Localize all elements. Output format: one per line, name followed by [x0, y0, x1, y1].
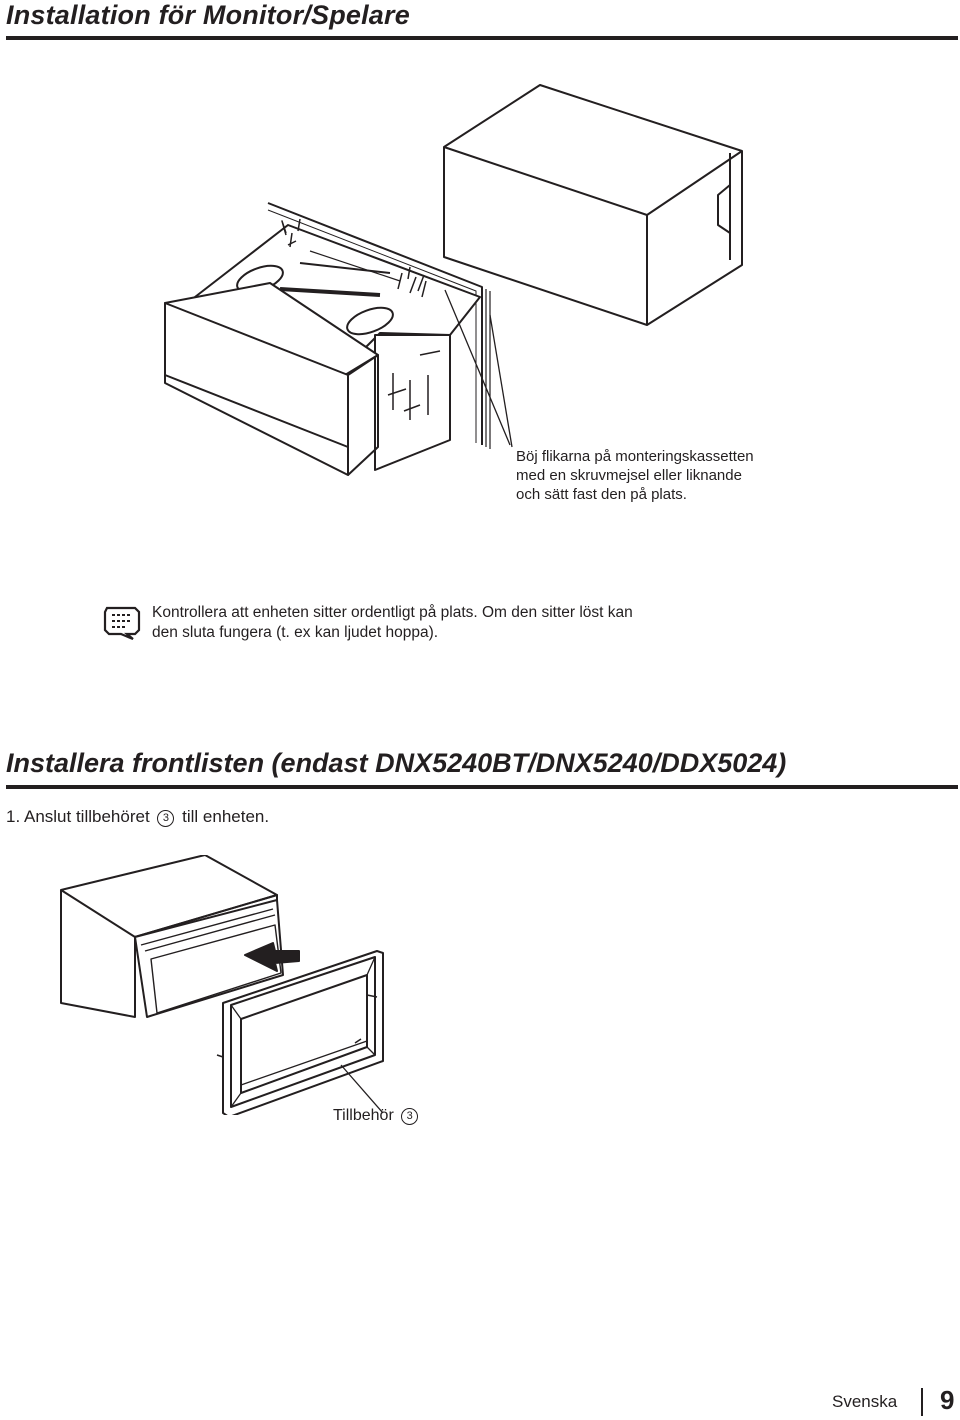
section-title: Installera frontlisten (endast DNX5240BT/DNX5240/DDX5024) — [6, 748, 787, 778]
mounting-illustration — [150, 75, 770, 495]
callout-line: Böj flikarna på monteringskassetten — [516, 448, 754, 465]
footer-divider — [921, 1388, 923, 1416]
step-1 — [6, 807, 269, 827]
note-text — [152, 603, 633, 643]
title-rule — [6, 36, 958, 40]
section-rule — [6, 785, 958, 789]
escutcheon-illustration — [55, 855, 415, 1115]
step-text-before: Anslut tillbehöret — [23, 807, 150, 826]
footer-language: Svenska — [832, 1392, 898, 1411]
accessory-ref: 3 — [157, 810, 174, 827]
note-icon — [103, 604, 143, 640]
callout-line: med en skruvmejsel eller liknande — [516, 467, 742, 484]
note-line: den sluta fungera (t. ex kan ljudet hoppa). — [152, 624, 439, 641]
accessory-label — [333, 1107, 421, 1125]
page-number: 9 — [940, 1385, 955, 1415]
bend-tabs-callout — [516, 447, 816, 504]
accessory-label-text: Tillbehör — [333, 1107, 394, 1124]
step-text-after: till enheten. — [182, 807, 270, 826]
note-line: Kontrollera att enheten sitter ordentligt på plats. Om den sitter löst kan — [152, 604, 633, 621]
page-title: Installation för Monitor/Spelare — [6, 0, 410, 30]
step-number: 1. — [6, 807, 21, 826]
accessory-label-ref: 3 — [401, 1108, 418, 1125]
callout-line: och sätt fast den på plats. — [516, 486, 687, 503]
